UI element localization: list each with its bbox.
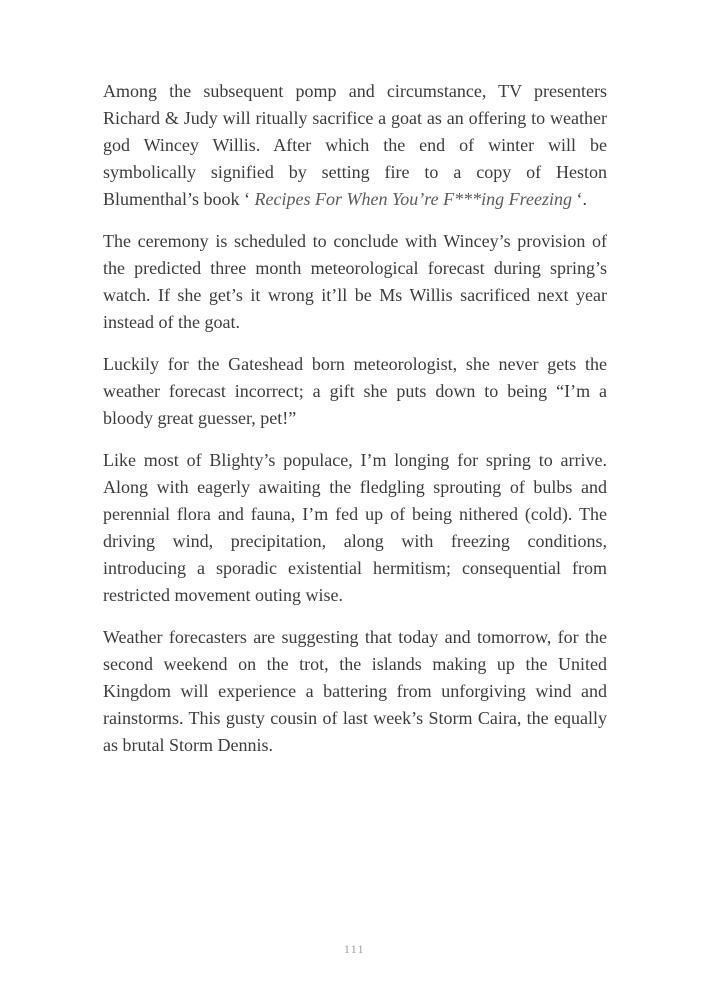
- paragraph-4: Like most of Blighty’s populace, I’m longing for spring to arrive. Along with eagerly awaiting the fledgling sprouting of bulbs and perennial flora and fauna, I’m fed up of being nithered (cold). The driving wind, precipitation, along with freezing conditions, introducing a sporadic existential hermitism; consequential from restricted movement outing wise.: [103, 450, 607, 605]
- paragraph-5: Weather forecasters are suggesting that today and tomorrow, for the second weekend on the trot, the islands making up the United Kingdom will experience a battering from unforgiving wind and rainstorms. This gusty cousin of last week’s Storm Caira, the equally as brutal Storm Dennis.: [103, 627, 607, 755]
- text-segment: ‘.: [571, 189, 587, 209]
- page-number: 111: [344, 944, 365, 956]
- paragraph-1: [103, 78, 607, 213]
- text-block: [103, 78, 607, 774]
- text-segment: Among the subsequent pomp and circumstance, TV presenters Richard & Judy will ritually sacrifice a goat as an offering to weather god Wincey Willis. After which the end of winter will be symbolically signified by setting fire to a copy of Heston Blumenthal’s book ‘: [103, 81, 607, 209]
- paragraph-2: The ceremony is scheduled to conclude with Wincey’s provision of the predicted three month meteorological forecast during spring’s watch. If she get’s it wrong it’ll be Ms Willis sacrificed next year instead of the goat.: [103, 231, 607, 332]
- paragraph-3: Luckily for the Gateshead born meteorologist, she never gets the weather forecast incorrect; a gift she puts down to being “I’m a bloody great guesser, pet!”: [103, 354, 607, 428]
- book-title-italic: Recipes For When You’re F***ing Freezing: [254, 189, 572, 209]
